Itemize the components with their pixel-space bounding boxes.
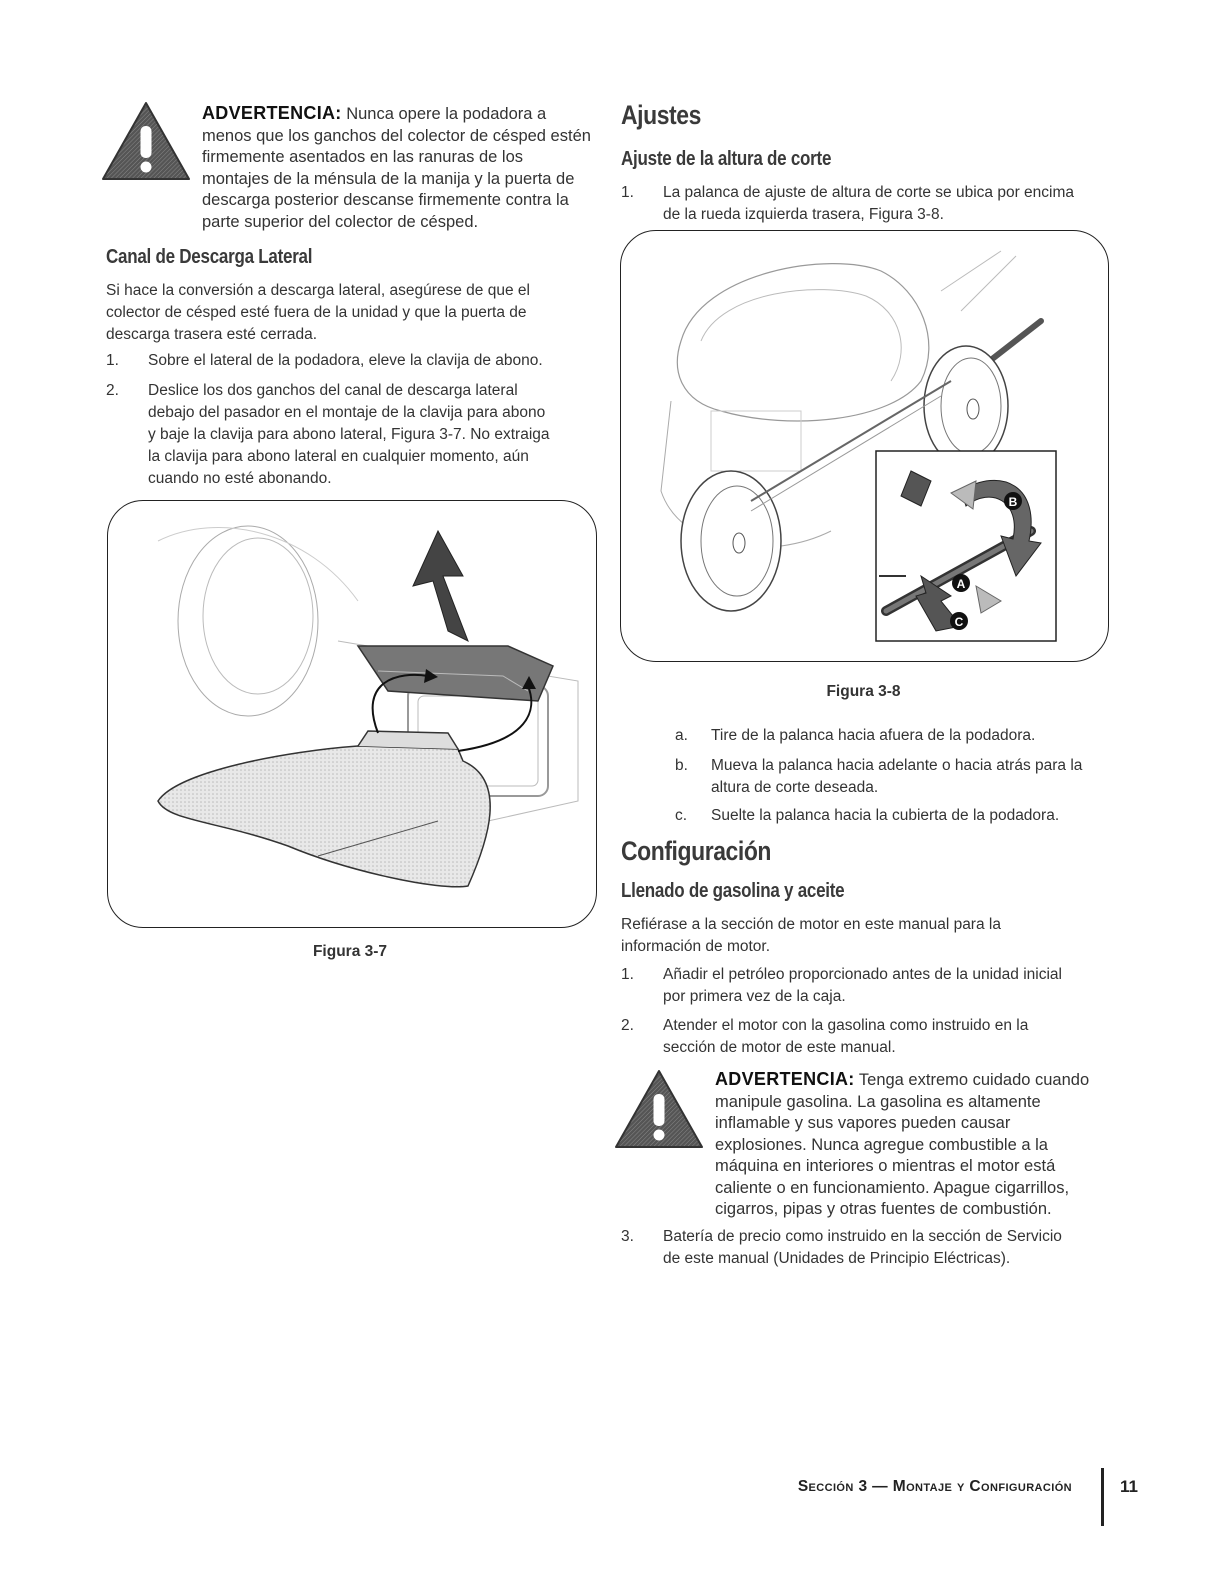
warning-line: explosiones. Nunca agregue combustible a la bbox=[715, 1135, 1048, 1154]
warning-line: máquina en interiores o mientras el motor está bbox=[715, 1157, 1056, 1175]
subheading-cutting-height: Ajuste de la altura de corte bbox=[621, 148, 832, 170]
footer-section-title: Sección 3 — Montaje y Configuración bbox=[797, 1478, 1072, 1495]
figure-caption: Figura 3-7 bbox=[312, 943, 388, 960]
list-number: 1. bbox=[621, 184, 634, 201]
list-text: Suelte la palanca hacia la cubierta de la podadora. bbox=[711, 807, 1060, 824]
list-item bbox=[621, 182, 1111, 226]
warning-box-mower bbox=[202, 103, 602, 233]
list-text: altura de corte deseada. bbox=[711, 779, 879, 796]
list-text: cuando no esté abonando. bbox=[148, 470, 332, 487]
warning-line: Nunca opere la podadora a bbox=[341, 105, 547, 123]
side-discharge-intro bbox=[106, 280, 596, 346]
paragraph-line: información de motor. bbox=[621, 938, 771, 955]
list-item bbox=[675, 755, 1105, 799]
list-text: por primera vez de la caja. bbox=[663, 988, 846, 1005]
subheading-fuel-oil: Llenado de gasolina y aceite bbox=[621, 880, 845, 902]
fuel-intro bbox=[621, 914, 1111, 958]
list-text: La palanca de ajuste de altura de corte se ubica por encima bbox=[663, 184, 1075, 201]
list-text: Atender el motor con la gasolina como instruido en la bbox=[663, 1017, 1029, 1034]
warning-line: menos que los ganchos del colector de césped estén bbox=[202, 126, 591, 145]
list-text: Añadir el petróleo proporcionado antes de la unidad inicial bbox=[663, 966, 1062, 983]
list-text: debajo del pasador en el montaje de la clavija para abono bbox=[148, 404, 546, 421]
paragraph-line: Si hace la conversión a descarga lateral, asegúrese de que el bbox=[106, 282, 530, 299]
figure-label-b: B bbox=[1008, 495, 1018, 509]
page-number: 11 bbox=[1120, 1477, 1138, 1496]
list-text: Deslice los dos ganchos del canal de descarga lateral bbox=[148, 382, 518, 399]
list-item bbox=[106, 380, 596, 490]
list-text: de la rueda izquierda trasera, Figura 3-8. bbox=[663, 206, 944, 223]
list-item bbox=[621, 964, 1111, 1008]
discharge-chute-illustration bbox=[108, 501, 596, 927]
warning-line: descarga posterior descanse firmemente contra la bbox=[202, 191, 569, 209]
section-title-configuration: Configuración bbox=[621, 836, 772, 866]
warning-triangle-icon bbox=[613, 1068, 705, 1150]
figure-label-a: A bbox=[956, 577, 966, 591]
list-number: 1. bbox=[621, 966, 634, 983]
warning-line: caliente o en funcionamiento. Apague cigarrillos, bbox=[715, 1178, 1070, 1197]
list-item bbox=[675, 805, 1105, 827]
warning-triangle-icon bbox=[100, 100, 192, 182]
figure-3-7 bbox=[107, 500, 597, 928]
paragraph-line: colector de césped esté fuera de la unidad y que la puerta de bbox=[106, 304, 527, 321]
warning-label: ADVERTENCIA: bbox=[715, 1069, 855, 1089]
footer-divider bbox=[1101, 1468, 1104, 1526]
warning-line: inflamable y sus vapores pueden causar bbox=[715, 1114, 1011, 1132]
list-letter: c. bbox=[675, 807, 688, 824]
list-text: Mueva la palanca hacia adelante o hacia atrás para la bbox=[711, 757, 1083, 774]
warning-line: cigarros, pipas y otras fuentes de combustión. bbox=[715, 1200, 1052, 1218]
paragraph-line: descarga trasera esté cerrada. bbox=[106, 326, 318, 343]
list-text: la clavija para abono lateral en cualquier momento, aún bbox=[148, 448, 529, 465]
warning-line: manipule gasolina. La gasolina es altamente bbox=[715, 1092, 1041, 1111]
list-item bbox=[621, 1015, 1111, 1059]
list-text: Batería de precio como instruido en la sección de Servicio bbox=[663, 1228, 1062, 1245]
list-item bbox=[621, 1226, 1111, 1270]
height-adjust-illustration bbox=[621, 231, 1108, 661]
list-item bbox=[675, 725, 1105, 747]
list-text: sección de motor de este manual. bbox=[663, 1039, 896, 1056]
warning-line: parte superior del colector de césped. bbox=[202, 212, 479, 231]
list-text: Sobre el lateral de la podadora, eleve la clavija de abono. bbox=[148, 352, 543, 369]
figure-3-8 bbox=[620, 230, 1109, 662]
warning-line: firmemente asentados en las ranuras de los bbox=[202, 148, 524, 166]
list-letter: a. bbox=[675, 727, 688, 744]
list-number: 3. bbox=[621, 1228, 634, 1245]
figure-label-c: C bbox=[954, 615, 964, 629]
warning-line: Tenga extremo cuidado cuando bbox=[854, 1071, 1090, 1089]
list-letter: b. bbox=[675, 757, 688, 774]
section-heading-side-discharge: Canal de Descarga Lateral bbox=[106, 246, 313, 268]
list-text: y baje la clavija para abono lateral, Figura 3-7. No extraiga bbox=[148, 426, 550, 443]
section-title-adjustments: Ajustes bbox=[621, 100, 701, 130]
paragraph-line: Refiérase a la sección de motor en este manual para la bbox=[621, 916, 1001, 933]
list-number: 2. bbox=[621, 1017, 634, 1034]
warning-line: montajes de la ménsula de la manija y la puerta de bbox=[202, 169, 575, 188]
list-text: de este manual (Unidades de Principio Eléctricas). bbox=[663, 1250, 1011, 1267]
list-number: 2. bbox=[106, 382, 119, 399]
list-number: 1. bbox=[106, 352, 119, 369]
warning-box-fuel bbox=[715, 1069, 1115, 1221]
figure-caption: Figura 3-8 bbox=[826, 683, 901, 700]
warning-label: ADVERTENCIA: bbox=[202, 103, 342, 123]
list-item bbox=[106, 350, 596, 372]
list-text: Tire de la palanca hacia afuera de la podadora. bbox=[711, 727, 1036, 744]
